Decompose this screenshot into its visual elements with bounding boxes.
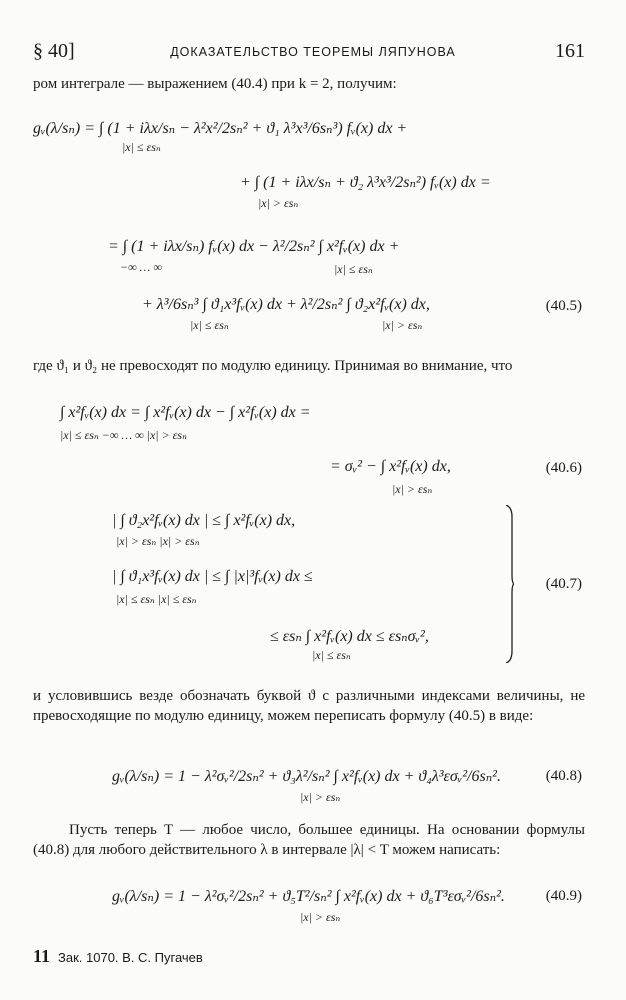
signature-number: 11 <box>33 946 51 966</box>
equation-number-406: (40.6) <box>545 460 582 476</box>
equation-number-405: (40.5) <box>545 298 582 314</box>
equation-405-line1: gᵥ(λ/sₙ) = ∫ (1 + iλx/sₙ − λ²x²/2sₙ² + ϑ₁ λ³x³/6sₙ³) fᵥ(x) dx + <box>33 120 408 137</box>
paragraph-interval: Пусть теперь T — любое число, большее единицы. На основании формулы (40.8) для любого действительного λ в интервале |λ| < T можем написать: <box>33 822 585 858</box>
equation-407-line2-limits: |x| ≤ εsₙ |x| ≤ εsₙ <box>116 592 197 606</box>
running-header <box>0 40 626 66</box>
chapter-title: ДОКАЗАТЕЛЬСТВО ТЕОРЕМЫ ЛЯПУНОВА <box>170 45 456 59</box>
equation-407-line2: | ∫ ϑ₁x³fᵥ(x) dx | ≤ ∫ |x|³fᵥ(x) dx ≤ <box>112 568 313 585</box>
equation-405-line1-limits: |x| ≤ εsₙ <box>122 140 161 154</box>
equation-406-line1: ∫ x²fᵥ(x) dx = ∫ x²fᵥ(x) dx − ∫ x²fᵥ(x) dx = <box>60 404 311 421</box>
equation-406-line2: = σᵥ² − ∫ x²fᵥ(x) dx, <box>330 458 451 475</box>
equation-405-line2: + ∫ (1 + iλx/sₙ + ϑ₂ λ³x³/2sₙ²) fᵥ(x) dx = <box>240 174 491 191</box>
equation-405-line3: = ∫ (1 + iλx/sₙ) fᵥ(x) dx − λ²/2sₙ² ∫ x²fᵥ(x) dx + <box>108 238 400 255</box>
equation-405-line4: + λ³/6sₙ³ ∫ ϑ₁x³fᵥ(x) dx + λ²/2sₙ² ∫ ϑ₂x²fᵥ(x) dx, <box>142 296 430 313</box>
equation-number-407: (40.7) <box>545 576 582 592</box>
equation-405-line2-limits: |x| > εsₙ <box>258 196 299 210</box>
equation-407-line1: | ∫ ϑ₂x²fᵥ(x) dx | ≤ ∫ x²fᵥ(x) dx, <box>112 512 296 529</box>
right-brace-icon <box>506 505 514 663</box>
equation-406-line1-limits: |x| ≤ εsₙ −∞ … ∞ |x| > εsₙ <box>60 428 187 442</box>
equation-number-409: (40.9) <box>545 888 582 904</box>
page-number: 161 <box>555 40 585 62</box>
equation-408: gᵥ(λ/sₙ) = 1 − λ²σᵥ²/2sₙ² + ϑ₃λ²/sₙ² ∫ x²fᵥ(x) dx + ϑ₄λ³εσᵥ²/6sₙ². <box>112 768 501 785</box>
equation-405-line4-limits-a: |x| ≤ εsₙ <box>190 318 229 332</box>
equation-408-limits: |x| > εsₙ <box>300 790 341 804</box>
equation-number-408: (40.8) <box>545 768 582 784</box>
printer-signature <box>33 946 203 967</box>
equation-409: gᵥ(λ/sₙ) = 1 − λ²σᵥ²/2sₙ² + ϑ₅T²/sₙ² ∫ x²fᵥ(x) dx + ϑ₆T³εσᵥ²/6sₙ². <box>112 888 505 905</box>
equation-405-line3-limits-b: |x| ≤ εsₙ <box>334 262 373 276</box>
signature-text: Зак. 1070. В. С. Пугачев <box>58 950 203 965</box>
paragraph-intro: ром интеграле — выражением (40.4) при k = 2, получим: <box>33 76 397 92</box>
equation-407-line3: ≤ εsₙ ∫ x²fᵥ(x) dx ≤ εsₙσᵥ², <box>270 628 429 645</box>
equation-405-line4-limits-b: |x| > εsₙ <box>382 318 423 332</box>
equation-406-line2-limits: |x| > εsₙ <box>392 482 433 496</box>
paragraph-rewrite: и условившись везде обозначать буквой ϑ с различными индексами величины, не превосходящие по модулю единицу, можем переписать формулу (40.5) в виде: <box>33 688 585 724</box>
section-mark: § 40] <box>33 40 75 62</box>
paragraph-theta-note: где ϑ₁ и ϑ₂ не превосходят по модулю единицу. Принимая во внимание, что <box>33 358 513 374</box>
equation-409-limits: |x| > εsₙ <box>300 910 341 924</box>
equation-407-line1-limits: |x| > εsₙ |x| > εsₙ <box>116 534 200 548</box>
equation-405-line3-limits-a: −∞ … ∞ <box>120 260 162 274</box>
equation-407-line3-limits: |x| ≤ εsₙ <box>312 648 351 662</box>
